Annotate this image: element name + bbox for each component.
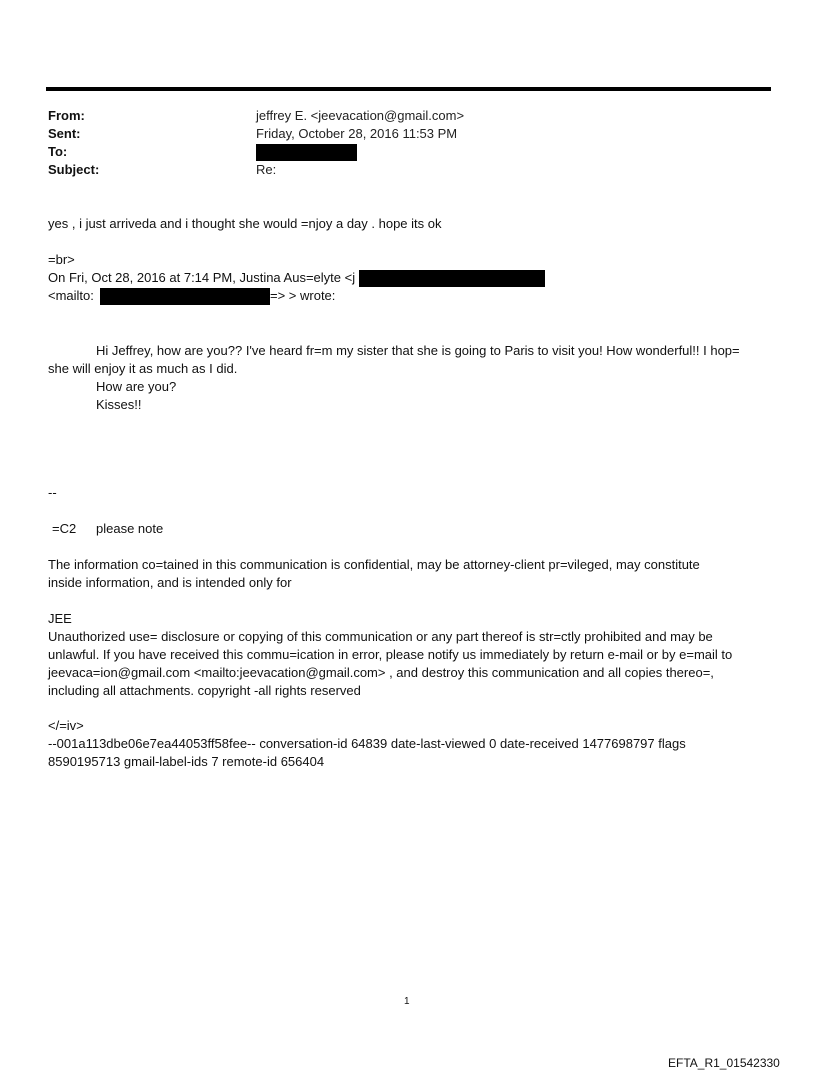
to-label: To:: [48, 144, 68, 159]
quoted-line-1: Hi Jeffrey, how are you?? I've heard fr=m my sister that she is going to Paris to visit you! How wonderful!! I hop=: [96, 343, 740, 358]
subject-value: Re:: [256, 162, 277, 177]
unauthorized-line-4: including all attachments. copyright -all rights reserved: [48, 683, 361, 698]
confidentiality-line-1: The information co=tained in this communication is confidential, may be attorney-client pr=vileged, may constitute: [48, 557, 700, 572]
sent-label: Sent:: [48, 126, 81, 141]
div-tag-text: </=iv>: [48, 718, 84, 733]
quote-intro-line1: On Fri, Oct 28, 2016 at 7:14 PM, Justina Aus=elyte <j: [48, 270, 356, 285]
jee-text: JEE: [48, 611, 72, 626]
subject-label: Subject:: [48, 162, 100, 177]
quoted-line-2: she will enjoy it as much as I did.: [48, 361, 238, 376]
quoted-line-4: Kisses!!: [96, 397, 142, 412]
reply-text: yes , i just arriveda and i thought she would =njoy a day . hope its ok: [48, 216, 442, 231]
note-text: please note: [96, 521, 164, 536]
quote-intro-line2-suffix: => > wrote:: [270, 288, 336, 303]
header-rule: [46, 87, 771, 91]
metadata-line-1: --001a113dbe06e7ea44053ff58fee-- conversation-id 64839 date-last-viewed 0 date-received 1477698797 flags: [48, 736, 686, 751]
confidentiality-line-2: inside information, and is intended only for: [48, 575, 292, 590]
document-id: EFTA_R1_01542330: [668, 1056, 780, 1070]
from-label: From:: [48, 108, 85, 123]
metadata-line-2: 8590195713 gmail-label-ids 7 remote-id 656404: [48, 754, 325, 769]
note-prefix: =C2: [52, 521, 77, 536]
quoted-line-3: How are you?: [96, 379, 177, 394]
unauthorized-line-3: jeevaca=ion@gmail.com <mailto:jeevacation@gmail.com> , and destroy this communication and all copies thereo=,: [48, 665, 714, 680]
page-number: 1: [404, 996, 410, 1007]
signature-separator: --: [48, 485, 57, 500]
unauthorized-line-1: Unauthorized use= disclosure or copying of this communication or any part thereof is str=ctly prohibited and may be: [48, 629, 713, 644]
from-value: jeffrey E. <jeevacation@gmail.com>: [256, 108, 465, 123]
quote-intro-line2-prefix: <mailto:: [48, 288, 94, 303]
to-redaction: [256, 144, 357, 161]
sent-value: Friday, October 28, 2016 11:53 PM: [256, 126, 458, 141]
br-tag-text: =br>: [48, 252, 75, 267]
unauthorized-line-2: unlawful. If you have received this commu=ication in error, please notify us immediately by return e-mail or by e=mail to: [48, 647, 733, 662]
sender-email-redaction: [359, 270, 545, 287]
mailto-redaction: [100, 288, 270, 305]
